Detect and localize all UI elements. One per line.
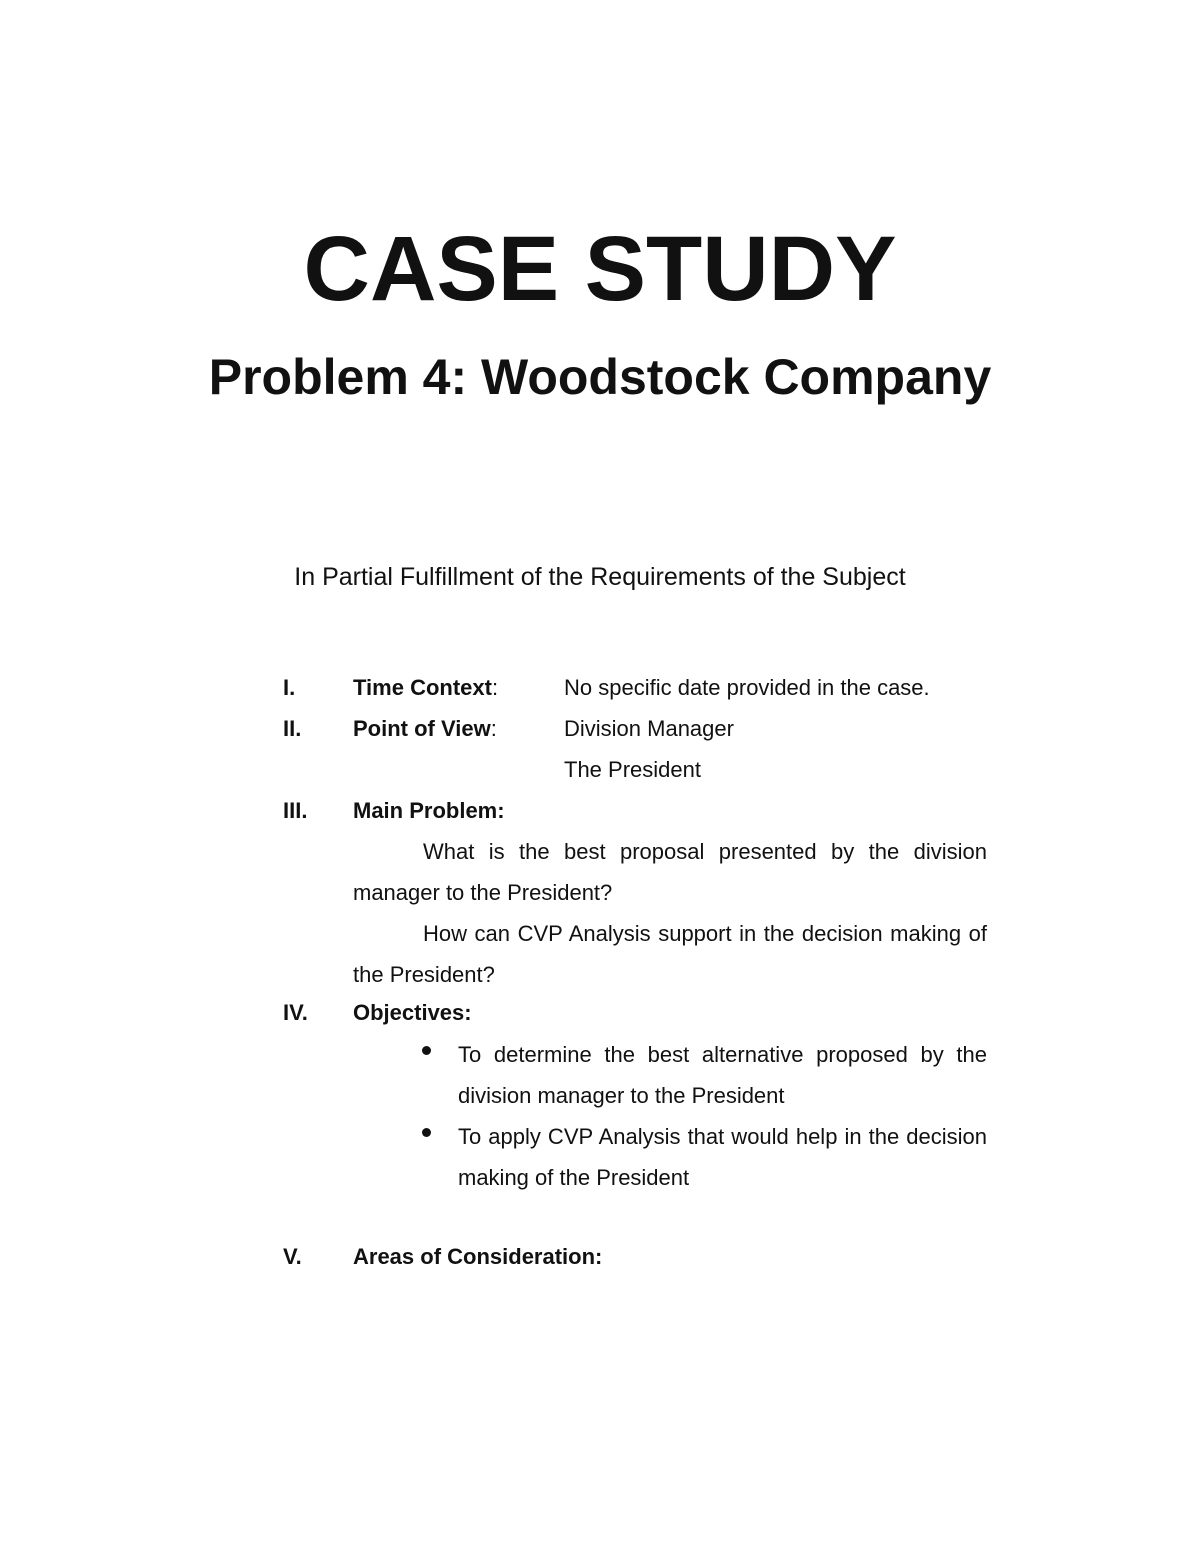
time-context-value: No specific date provided in the case. (564, 675, 930, 700)
main-problem-label: Main Problem: (353, 798, 505, 823)
time-context-label: Time Context (353, 675, 492, 700)
document-title: CASE STUDY (303, 218, 897, 320)
bullet-icon (422, 1128, 431, 1137)
bullet-icon (422, 1046, 431, 1055)
objective-text-1: To determine the best alternative proposed by the division manager to the President (458, 1042, 987, 1108)
objective-text-2: To apply CVP Analysis that would help in the decision making of the President (458, 1124, 987, 1190)
section-label-areas (353, 1242, 602, 1272)
fulfillment-statement: In Partial Fulfillment of the Requirements of the Subject (294, 563, 906, 591)
time-context-colon: : (491, 675, 499, 700)
section-label-point-of-view (353, 714, 497, 744)
main-problem-paragraph-1: What is the best proposal presented by the division manager to the President? (353, 839, 987, 905)
section-label-main-problem (353, 796, 505, 826)
section-numeral-areas: V. (283, 1244, 302, 1269)
point-of-view-value-2: The President (564, 757, 701, 782)
objectives-label: Objectives: (353, 1000, 472, 1025)
section-label-objectives (353, 998, 472, 1028)
point-of-view-label: Point of View (353, 716, 491, 741)
section-label-time-context (353, 673, 498, 703)
main-problem-paragraph-2: How can CVP Analysis support in the decision making of the President? (353, 921, 987, 987)
section-numeral-main-problem: III. (283, 798, 308, 823)
areas-label: Areas of Consideration: (353, 1244, 603, 1269)
section-numeral-point-of-view: II. (283, 716, 302, 741)
point-of-view-colon: : (490, 716, 497, 741)
document-subtitle: Problem 4: Woodstock Company (208, 349, 992, 405)
point-of-view-value-1: Division Manager (564, 716, 734, 741)
section-numeral-objectives: IV. (283, 1000, 308, 1025)
section-numeral-time-context: I. (283, 675, 296, 700)
